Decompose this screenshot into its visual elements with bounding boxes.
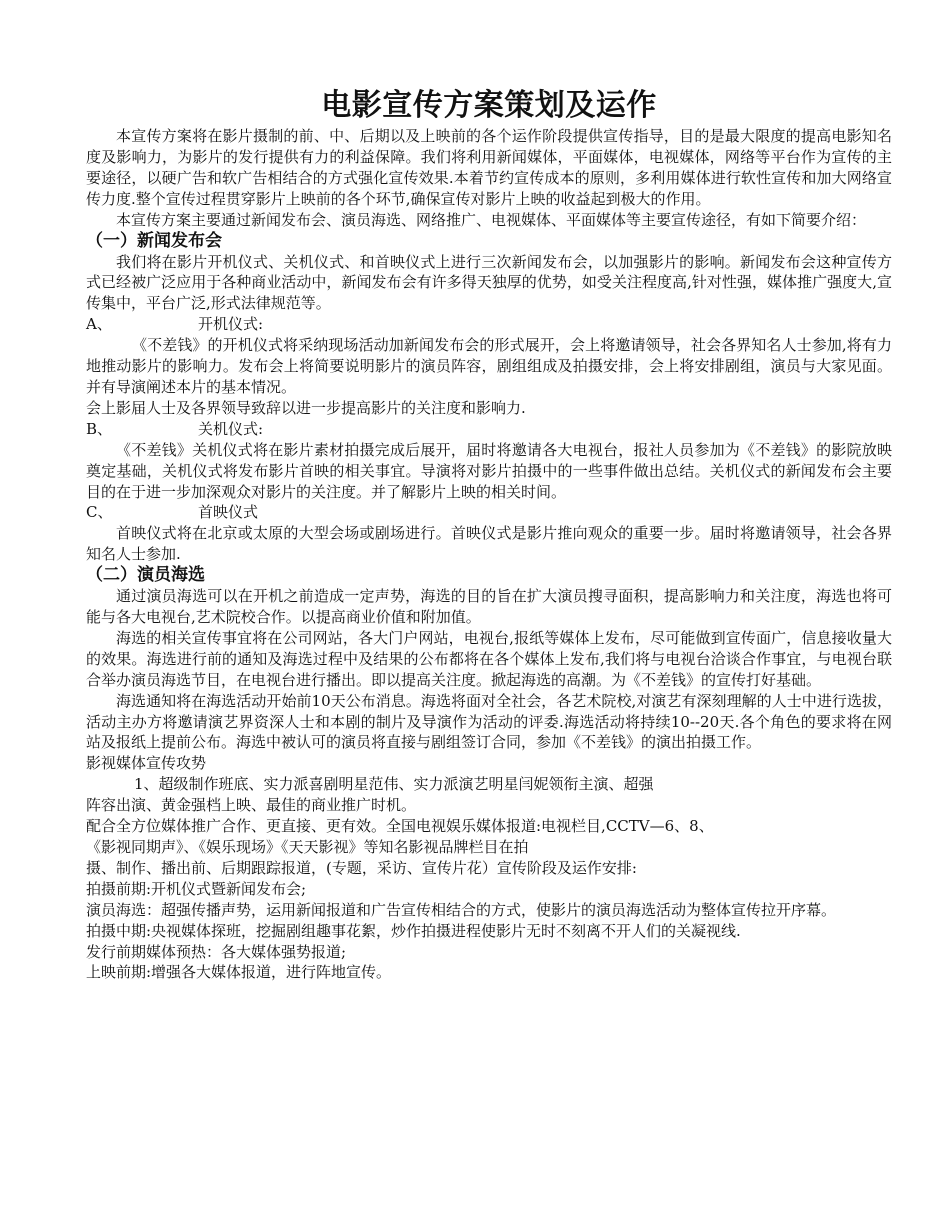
section-1-paragraph: 我们将在影片开机仪式、关机仪式、和首映仪式上进行三次新闻发布会，以加强影片的影响。新闻发布会这种宣传方式已经被广泛应用于各种商业活动中，新闻发布会有许多得天独厚的优势，如受关注程度高,针对性强，媒体推广强度大,宣传集中，平台广泛,形式法律规范等。: [86, 252, 892, 313]
item-c-label: 首映仪式: [198, 503, 259, 522]
media-line-3: 配合全方位媒体推广合作、更直接、更有效。全国电视娱乐媒体报道:电视栏目,CCTV—6、8、: [86, 817, 714, 836]
section-2-paragraph-2: 海选的相关宣传事宜将在公司网站，各大门户网站，电视台,报纸等媒体上发布，尽可能做到宣传面广，信息接收量大的效果。海选进行前的通知及海选过程中及结果的公布都将在各个媒体上发布,我们将与电视台洽谈合作事宜，与电视台联合举办演员海选节目，在电视台进行播出。即以提高关注度。掀起海选的高潮。为《不差钱》的宣传打好基础。: [86, 628, 892, 689]
media-line-2: 阵容出演、黄金强档上映、最佳的商业推广时机。: [86, 796, 417, 815]
media-line-4: 《影视同期声》、《娱乐现场》《天天影视》等知名影视品牌栏目在拍: [86, 838, 529, 856]
item-c-heading: [86, 502, 892, 523]
document-page: [86, 86, 892, 983]
item-a-paragraph: 《不差钱》的开机仪式将采纳现场活动加新闻发布会的形式展开，会上将邀请领导，社会各界知名人士参加,将有力地推动影片的影响力。发布会上将简要说明影片的演员阵容，剧组组成及拍摄安排，会上将安排剧组，演员与大家见面。并有导演阐述本片的基本情况。: [86, 336, 892, 396]
item-a-heading: [86, 314, 892, 335]
item-c-mark: C、: [86, 503, 113, 522]
item-b-paragraph: 《不差钱》关机仪式将在影片素材拍摄完成后展开，届时将邀请各大电视台，报社人员参加为《不差钱》的影院放映奠定基础，关机仪式将发布影片首映的相关事宜。导演将对影片拍摄中的一些事件做出总结。关机仪式的新闻发布会主要目的在于进一步加深观众对影片的关注度。并了解影片上映的相关时间。: [86, 440, 892, 501]
item-c-paragraph: 首映仪式将在北京或太原的大型会场或剧场进行。首映仪式是影片推向观众的重要一步。届时将邀请领导，社会各界知名人士参加.: [86, 524, 892, 564]
schedule-midshoot: 拍摄中期:央视媒体探班，挖掘剧组趣事花絮，炒作拍摄进程使影片无时不刻离不开人们的关凝视线.: [86, 921, 741, 940]
media-line-1: 1、超级制作班底、实力派喜剧明星范伟、实力派演艺明星闫妮领衔主演、超强: [134, 775, 654, 794]
section-2-paragraph-1: 通过演员海选可以在开机之前造成一定声势，海选的目的旨在扩大演员搜寻面积，提高影响力和关注度，海选也将可能与各大电视台,艺术院校合作。以提高商业价值和附加值。: [86, 587, 892, 627]
item-b-mark: B、: [86, 419, 113, 438]
schedule-casting: 演员海选：超强传播声势，运用新闻报道和广告宣传相结合的方式，使影片的演员海选活动为整体宣传拉开序幕。: [86, 900, 837, 919]
item-a-label: 开机仪式:: [198, 315, 264, 334]
schedule-prerelease: 发行前期媒体预热：各大媒体强势报道;: [86, 942, 347, 961]
section-1-heading: （一）新闻发布会: [86, 230, 222, 251]
section-2-paragraph-3: 海选通知将在海选活动开始前10天公布消息。海选将面对全社会，各艺术院校,对演艺有深刻理解的人士中进行选拔，活动主办方将邀请演艺界资深人士和本剧的制片及导演作为活动的评委.海选活动将持续10--20天.各个角色的要求将在网站及报纸上提前公布。海选中被认可的演员将直接与剧组签订合同，参加《不差钱》的演出拍摄工作。: [86, 691, 892, 752]
section-2-heading: （二）演员海选: [86, 565, 205, 586]
document-title: 电影宣传方案策划及运作: [321, 88, 657, 123]
item-a-extra: 会上影届人士及各界领导致辞以进一步提高影片的关注度和影响力.: [86, 398, 526, 417]
intro-paragraph-2: 本宣传方案主要通过新闻发布会、演员海选、网络推广、电视媒体、平面媒体等主要宣传途径，有如下简要介绍：: [116, 210, 867, 229]
item-b-heading: [86, 419, 892, 440]
schedule-preshoot: 拍摄前期:开机仪式暨新闻发布会;: [86, 879, 307, 898]
item-a-mark: A、: [86, 315, 112, 334]
section-3-heading: 影视媒体宣传攻势: [86, 754, 207, 773]
intro-paragraph-1: 本宣传方案将在影片摄制的前、中、后期以及上映前的各个运作阶段提供宣传指导，目的是最大限度的提高电影知名度及影响力，为影片的发行提供有力的利益保障。我们将利用新闻媒体，平面媒体，电视媒体，网络等平台作为宣传的主要途径，以硬广告和软广告相结合的方式强化宣传效果.本着节约宣传成本的原则，多利用媒体进行软性宣传和加大网络宣传力度.整个宣传过程贯穿影片上映前的各个环节,确保宣传对影片上映的收益起到极大的作用。: [86, 127, 892, 208]
schedule-prescreening: 上映前期:增强各大媒体报道，进行阵地宣传。: [86, 963, 392, 982]
media-line-5: 摄、制作、播出前、后期跟踪报道，(专题，采访、宣传片花）宣传阶段及运作安排:: [86, 858, 637, 877]
item-b-label: 关机仪式:: [198, 419, 264, 438]
